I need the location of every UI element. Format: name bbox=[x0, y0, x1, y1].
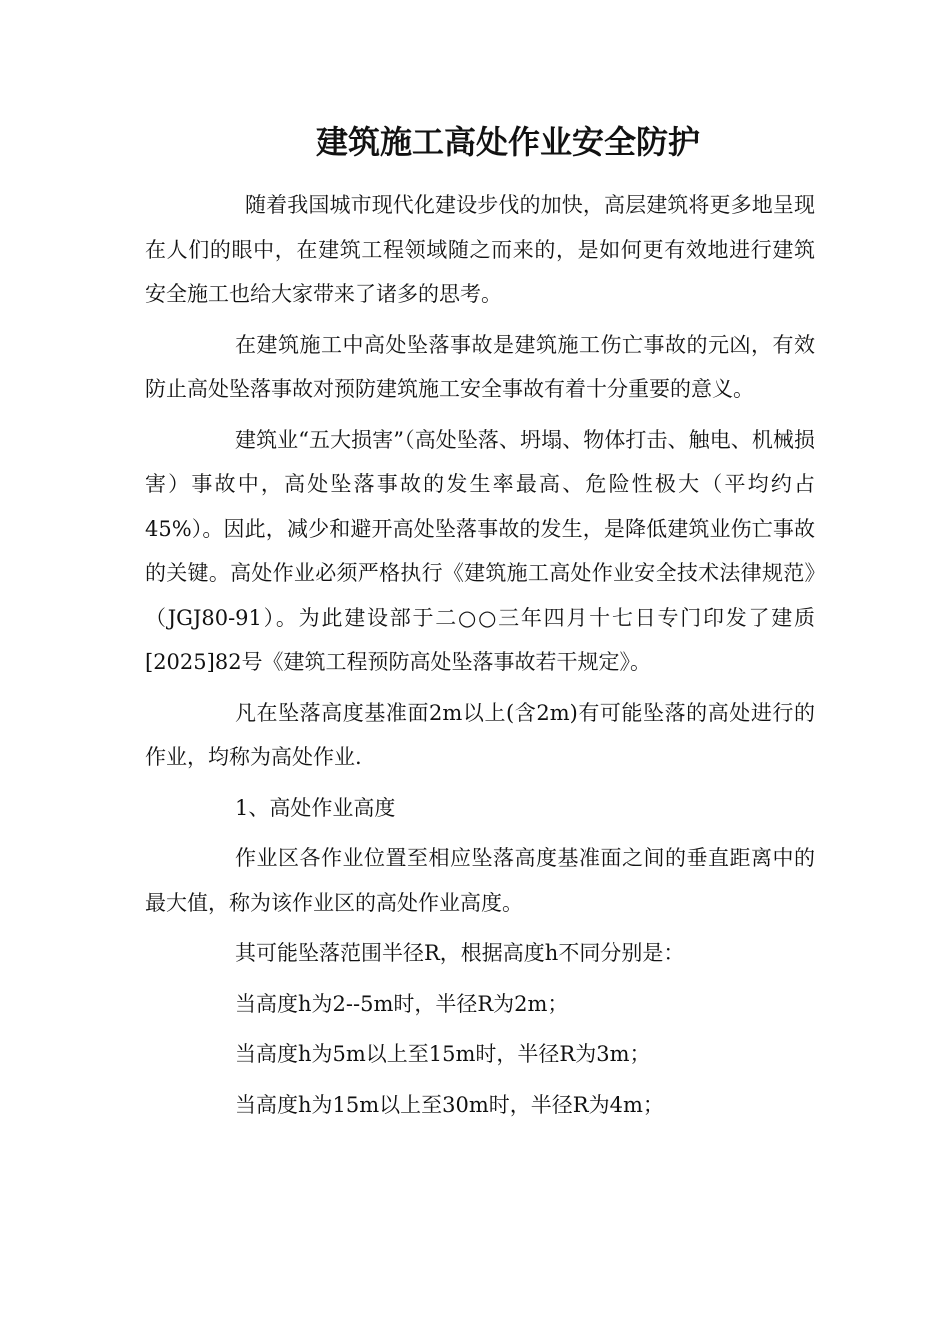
paragraph: 当高度h为5m以上至15m时，半径R为3m； bbox=[235, 1042, 651, 1066]
paragraph: 建筑业“五大损害”（高处坠落、坍塌、物体打击、触电、机械损害）事故中，高处坠落事故的发生率最高、危险性极大（平均约占45%）。因此，减少和避开高处坠落事故的发生，是降低建筑业伤亡事故的关键。高处作业必须严格执行《建筑施工高处作业安全技术法律规范》（JGJ80-91）。为此建设部于二○○三年四月十七日专门印发了建质[2025]82号《建筑工程预防高处坠落事故若干规定》。 bbox=[145, 427, 815, 674]
document-body bbox=[145, 183, 815, 1133]
paragraph: 当高度h为2--5m时，半径R为2m； bbox=[235, 991, 569, 1016]
section-heading: 1、高处作业高度 bbox=[235, 795, 396, 820]
paragraph: 随着我国城市现代化建设步伐的加快，高层建筑将更多地呈现在人们的眼中，在建筑工程领域随之而来的，是如何更有效地进行建筑安全施工也给大家带来了诸多的思考。 bbox=[145, 193, 815, 306]
paragraph: 凡在坠落高度基准面2m以上(含2m)有可能坠落的高处进行的作业，均称为高处作业. bbox=[145, 700, 815, 769]
paragraph: 在建筑施工中高处坠落事故是建筑施工伤亡事故的元凶，有效防止高处坠落事故对预防建筑施工安全事故有着十分重要的意义。 bbox=[145, 332, 815, 401]
paragraph: 作业区各作业位置至相应坠落高度基准面之间的垂直距离中的最大值，称为该作业区的高处作业高度。 bbox=[145, 846, 815, 915]
paragraph: 当高度h为15m以上至30m时，半径R为4m； bbox=[235, 1092, 664, 1117]
document-title: 建筑施工高处作业安全防护 bbox=[315, 123, 700, 161]
paragraph: 其可能坠落范围半径R，根据高度h不同分别是： bbox=[235, 941, 685, 965]
